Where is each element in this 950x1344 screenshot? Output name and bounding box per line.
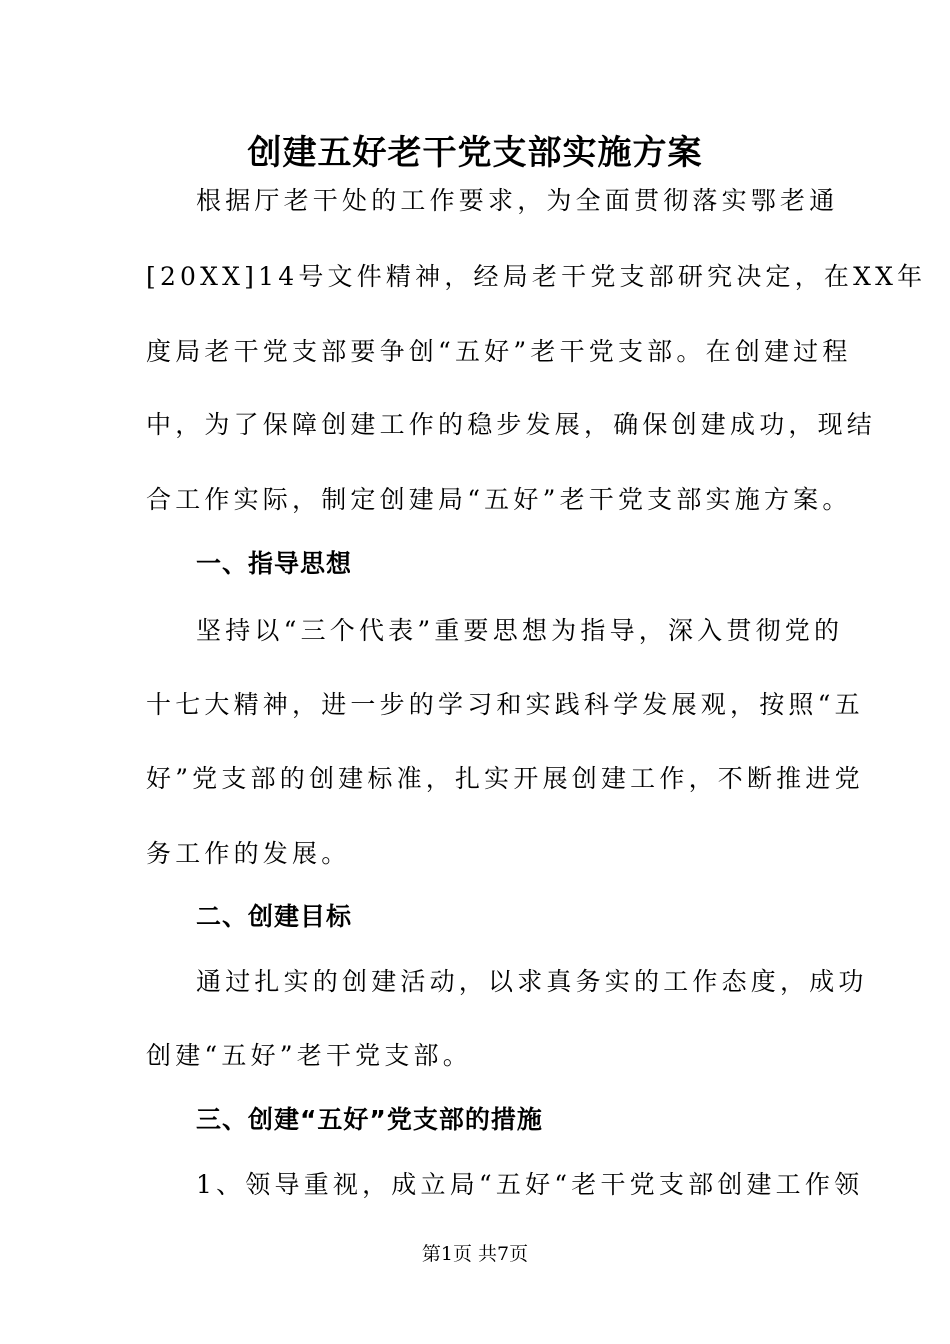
paragraph-line: 1、领导重视，成立局“五好“老干党支部创建工作领 <box>196 1170 864 1199</box>
paragraph-line: 好”党支部的创建标准，扎实开展创建工作，不断推进党 <box>146 764 864 793</box>
paragraph-line: 通过扎实的创建活动，以求真务实的工作态度，成功 <box>196 967 868 996</box>
paragraph-line: 坚持以“三个代表”重要思想为指导，深入贯彻党的 <box>196 616 844 645</box>
paragraph-line: 创建“五好”老干党支部。 <box>146 1041 472 1070</box>
paragraph-line: 度局老干党支部要争创“五好”老干党支部。在创建过程 <box>146 337 852 366</box>
paragraph-line: 根据厅老干处的工作要求，为全面贯彻落实鄂老通 <box>196 186 839 215</box>
document-title: 创建五好老干党支部实施方案 <box>247 133 703 173</box>
paragraph-line: 务工作的发展。 <box>146 839 351 868</box>
paragraph-line: 合工作实际，制定创建局“五好”老干党支部实施方案。 <box>146 485 852 514</box>
paragraph-line: 中，为了保障创建工作的稳步发展，确保创建成功，现结 <box>146 410 877 439</box>
paragraph-line: [20XX]14号文件精神，经局老干党支部研究决定，在XX年 <box>146 262 927 291</box>
section-heading: 一、指导思想 <box>196 549 353 578</box>
section-heading: 三、创建“五好”党支部的措施 <box>196 1105 543 1134</box>
section-heading: 二、创建目标 <box>196 902 353 931</box>
page-footer: 第1页 共7页 <box>421 1243 529 1265</box>
paragraph-line: 十七大精神，进一步的学习和实践科学发展观，按照“五 <box>146 690 864 719</box>
